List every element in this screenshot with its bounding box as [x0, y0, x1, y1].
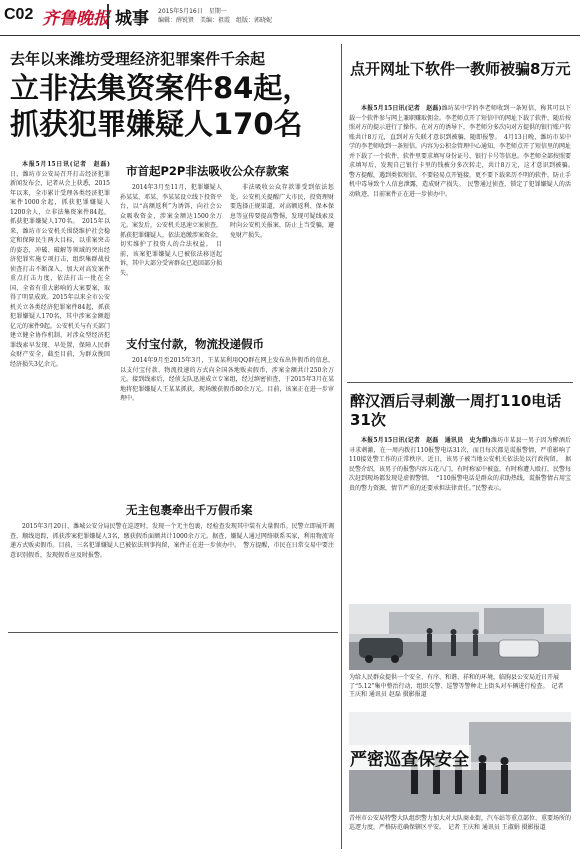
story2-text: 潍坊市某县一男子因为醉酒后寻求刺激，在一周内拨打110报警电话31次，而且每次都是谎报警情，严重影响了110接处警工作的正常秩序。近日，该男子被当地公安机关依法处以行政拘留。 据民警介绍，该男子的报警内容五花八门，有时称家中被盗，有时称遭人殴打，民警每次赶到现场都发现是虚假警情。 “110报警电话是群众的求助热线，谎报警情占用宝贵的警力资源，情节严重的还要承担法律责任。”民警表示。 [349, 437, 572, 492]
alipay-text: 2014年9月至2015年3月，王某某利用QQ群在网上发布出售假币的信息，以支付宝付款、物流投递的方式向全国各地贩卖假币，涉案金额共计250余万元。接到线索后，经侦支队迅速成立专案组，经过缜密侦查，于2015年3月在某地将犯罪嫌疑人王某某抓获，现场缴获假币80余万元。目前，该案正在进一步审理中。 [120, 357, 334, 402]
story1-text: 潍坊某中学的李老师收到一条短信，称其可以下载一个软件参与网上兼职赚取佣金。李老师点开了短信中的网址下载了软件，随后按照对方的提示进行了操作。在对方的诱导下，李老师分多次向对方提供的银行账户转账共计8万元，直到对方失联才意识到被骗，随即报警。 4月13日晚，潍坊市某中学的李老师收到一条短信，内容为公积金管理中心通知，李老师点开了短信里的网址并下载了一个软件，软件里要求填写身份证号、银行卡号等信息。李老师全部按照要求填写后，发现自己银行卡里的钱被分多次转走，共计8万元，这才意识到被骗。 警方提醒，遇到类似短信，不要轻易点开链接，更不要下载来历不明的软件，防止手机中毒导致个人信息泄露，造成财产损失。 民警通过侦查，锁定了犯罪嫌疑人的活动轨迹，目前案件正在进一步侦办中。 [349, 105, 578, 198]
story2-article [349, 436, 571, 598]
main-byline: 本报5月15日讯(记者 赵磊) [22, 161, 110, 168]
subhead-counterfeit-parcel: 无主包裹牵出千万假币案 [126, 503, 253, 517]
header-meta [158, 7, 272, 25]
story2-byline: 本报5月15日讯(记者 赵磊 通讯员 史为群) [361, 437, 491, 444]
newspaper-logo: 齐鲁晚报 [42, 9, 110, 29]
alipay-article [120, 356, 334, 494]
issue-date: 2015年5月16日 星期一 [158, 8, 227, 15]
section-name: 城事 [107, 4, 149, 29]
editor-credits: 编辑：薛锐贤 美编：祖霞 组版：郭晓妮 [158, 17, 273, 24]
divider-right-1 [347, 382, 573, 383]
story2-title: 醉汉酒后寻刺激一周打110电话31次 [350, 392, 562, 429]
subhead-alipay: 支付宝付款，物流投递假币 [126, 337, 264, 351]
main-article-col3 [230, 183, 334, 353]
subhead-p2p: 市首起P2P非法吸收公众存款案 [126, 164, 289, 178]
main-article-col2 [120, 183, 222, 353]
main-title: 立非法集资案件84起，抓获犯罪嫌疑人170名 [10, 71, 312, 141]
story1-article [349, 104, 578, 372]
main-col3-text: 非法吸收公众存款罪受到依法惩处。公安机关提醒广大市民，投资理财要选择正规渠道，对高额返利、保本保息等宣传要提高警惕，发现可疑线索及时向公安机关报案，防止上当受骗，避免财产损失。 [230, 184, 334, 239]
photo2-caption: 青州市公安局特警大队组织警力加大对大队商业街，汽车站等重点部位、重要场所的巡逻力度，严格防范确保辖区平安。 记者 王庆和 通讯员 王淑娟 摄影报道 [349, 815, 572, 831]
main-pretitle: 去年以来潍坊受理经济犯罪案件千余起 [10, 50, 266, 68]
main-col2-text: 2014年3月至11月，犯罪嫌疑人孙某某、邓某、李某某设立线下投资平台，以“高额返利”为诱饵，向社会公众吸收资金，涉案金额达1500余万元。案发后，公安机关迅速立案侦查，抓获犯罪嫌疑人，依法追缴涉案资金，切实维护了投资人的合法权益。 目前，该案犯罪嫌疑人已被依法移送起诉，其中大部分受害群众已追回部分损失。 [120, 184, 223, 277]
story1-title: 点开网址下软件一教师被骗8万元 [350, 60, 571, 78]
photo-traffic-check [349, 604, 571, 670]
page-header [0, 0, 580, 36]
divider-main-bottom [8, 632, 338, 633]
counterfeit-parcel-article [10, 522, 334, 622]
photo1-caption: 为给人民群众提供一个安全、有序、和谐、祥和的环境，临朐县公安局近日开展了“5.12”集中整治行动，组织交警、巡警等警种走上街头对车辆进行检查。 记者 王庆和 通讯员 赵磊 摄影报道 [349, 674, 564, 698]
page-number: C02 [4, 6, 34, 23]
main-col1-text: 日，潍坊市公安局召开打击经济犯罪新闻发布会，记者从会上获悉，2015年以来，全市累计受理各类经济犯罪案件1000余起，抓获犯罪嫌疑人1200余人，立非法集资案件84起，抓获犯罪嫌疑人170名。 2015年以来，潍坊市公安机关围绕维护社会稳定和保障民生两大目标，以重案突击的姿态，冲破、破解等领域的突出经济犯罪实施专项打击，组织集群战役侦查打击不断深入，加大对高发案件重点打击力度，依法打击一批在全国、全省有重大影响的大案要案，取得了明显成效。2015年以来全市公安机关立各类经济犯罪案件84起，抓获犯罪嫌疑人170名，其中涉案金额超亿元的案件9起。公安机关与有关部门建立健全协作机制，对涉众型经济犯罪线索早发现、早处置，保障人民群众财产安全，截至目前，为群众挽回经济损失3亿余元。 [10, 170, 110, 368]
story1-byline: 本报5月15日讯(记者 赵磊) [361, 105, 442, 112]
counterfeit-parcel-text: 2015年3月20日，潍城公安分局民警在巡逻时，发现一个无主包裹，经检查发现其中装有大量假币。民警立即展开调查，顺线追踪，抓获涉案犯罪嫌疑人3名，缴获假币面额共计1000余万元。据查，嫌疑人通过网络联系买家，利用物流寄递方式贩卖假币。目前，三名犯罪嫌疑人已被依法刑事拘留，案件正在进一步侦办中。 警方提醒，市民在日常交易中要注意识别假币，发现假币应及时报警。 [10, 523, 334, 559]
column-divider [341, 44, 342, 849]
photo2-title: 严密巡查保安全 [348, 745, 471, 770]
